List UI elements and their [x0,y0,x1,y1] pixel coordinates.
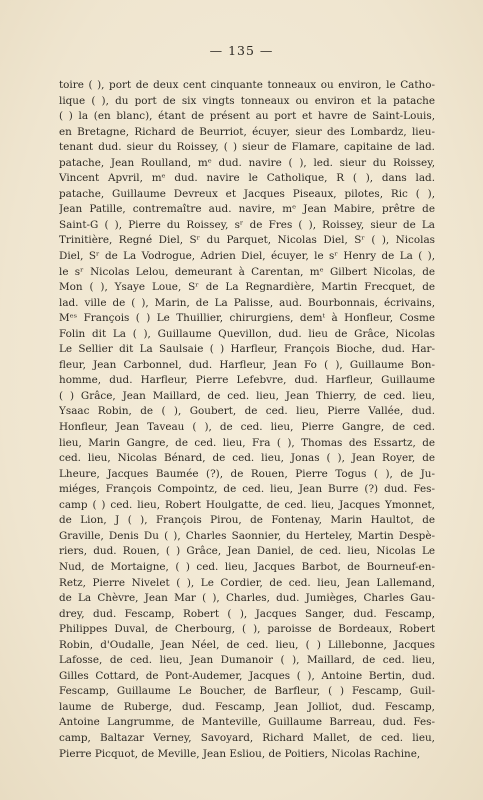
text-line: Retz, Pierre Nivelet ( ), Le Cordier, de ced. lieu, Jean Lallemand, [59,576,435,589]
text-line: Ysaac Robin, de ( ), Goubert, de ced. lieu, Pierre Vallée, dud. [59,405,435,418]
text-line: miéges, François Compointz, de ced. lieu, Jean Burre (?) dud. Fes- [59,483,435,496]
text-line: patache, Guillaume Devreux et Jacques Piseaux, pilotes, Ric ( ), [59,187,435,200]
text-line: laume de Ruberge, dud. Fescamp, Jean Jolliot, dud. Fescamp, [59,700,435,713]
text-line: le sʳ Nicolas Lelou, demeurant à Carentan, mᵉ Gilbert Nicolas, de [59,265,435,278]
text-line: homme, dud. Harfleur, Pierre Lefebvre, dud. Harfleur, Guillaume [59,374,435,387]
text-line: lad. ville de ( ), Marin, de La Palisse, aud. Bourbonnais, écrivains, [59,296,435,309]
text-line: Jean Patille, contremaître aud. navire, mᵉ Jean Mabire, prêtre de [59,203,435,216]
text-line: Lafosse, de ced. lieu, Jean Dumanoir ( ), Maillard, de ced. lieu, [59,654,435,667]
text-line: Vincent Apvril, mᵉ dud. navire le Catholique, R ( ), dans lad. [59,172,435,185]
text-line: ced. lieu, Nicolas Bénard, de ced. lieu, Jonas ( ), Jean Royer, de [59,452,435,465]
text-line: Folin dit La ( ), Guillaume Quevillon, dud. lieu de Grâce, Nicolas [59,327,435,340]
text-line: toire ( ), port de deux cent cinquante tonneaux ou environ, le Catho- [59,79,435,91]
text-line: de Lion, J ( ), François Pirou, de Fontenay, Marin Haultot, de [59,514,435,527]
text-line: patache, Jean Roulland, mᵉ dud. navire ( ), led. sieur du Roissey, [59,156,435,169]
text-line: riers, dud. Rouen, ( ) Grâce, Jean Daniel, de ced. lieu, Nicolas Le [59,545,435,558]
text-line: Pierre Picquot, de Meville, Jean Esliou, de Poitiers, Nicolas Rachine, [59,747,421,760]
text-line: Lheure, Jacques Baumée (?), de Rouen, Pierre Togus ( ), de Ju- [59,467,435,480]
text-line: Saint-G ( ), Pierre du Roissey, sʳ de Fres ( ), Roissey, sieur de La [59,218,435,231]
text-line: Philippes Duval, de Cherbourg, ( ), paroisse de Bordeaux, Robert [59,623,435,636]
text-line: Nud, de Mortaigne, ( ) ced. lieu, Jacques Barbot, de Bourneuf-en- [59,560,435,573]
page-number: — 135 — [209,43,274,58]
body-text [59,78,435,762]
text-line: camp, Baltazar Verney, Savoyard, Richard Mallet, de ced. lieu, [59,731,435,744]
text-line: camp ( ) ced. lieu, Robert Houlgatte, de ced. lieu, Jacques Ymonnet, [59,498,435,511]
text-line: tenant dud. sieur du Roissey, ( ) sieur de Flamare, capitaine de lad. [59,141,435,154]
text-line: Honfleur, Jean Taveau ( ), de ced. lieu, Pierre Gangre, de ced. [59,421,435,434]
text-line: Graville, Denis Du ( ), Charles Saonnier, du Herteley, Martin Despè- [59,529,435,542]
text-line: Le Sellier dit La Saulsaie ( ) Harfleur, François Bioche, dud. Har- [59,343,435,356]
text-line: drey, dud. Fescamp, Robert ( ), Jacques Sanger, dud. Fescamp, [59,607,435,620]
text-line: Robin, d'Oudalle, Jean Néel, de ced. lieu, ( ) Lillebonne, Jacques [59,638,435,651]
text-line: ( ) la (en blanc), étant de présent au port et havre de Saint-Louis, [59,110,435,123]
text-line: Diel, Sʳ de La Vodrogue, Adrien Diel, écuyer, le sʳ Henry de La ( ), [59,250,435,263]
text-line: Trinitière, Regné Diel, Sʳ du Parquet, Nicolas Diel, Sʳ ( ), Nicolas [59,234,435,247]
text-line: Mon ( ), Ysaye Loue, Sʳ de La Regnardière, Martin Frecquet, de [59,281,435,294]
text-line: en Bretagne, Richard de Beurriot, écuyer, sieur des Lombardz, lieu- [59,125,435,138]
text-line: lieu, Marin Gangre, de ced. lieu, Fra ( ), Thomas des Essartz, de [59,436,435,449]
text-line: Gilles Cottard, de Pont-Audemer, Jacques ( ), Antoine Bertin, dud. [59,669,435,682]
text-line: Fescamp, Guillaume Le Boucher, de Barfleur, ( ) Fescamp, Guil- [59,685,435,698]
text-line: lique ( ), du port de six vingts tonneaux ou environ et la patache [59,94,435,107]
text-line: ( ) Grâce, Jean Maillard, de ced. lieu, Jean Thierry, de ced. lieu, [59,389,435,402]
text-line: fleur, Jean Carbonnel, dud. Harfleur, Jean Fo ( ), Guillaume Bon- [59,358,435,371]
text-line: Mᵉˢ François ( ) Le Thuillier, chirurgiens, demᵗ à Honfleur, Cosme [59,312,435,325]
text-line: Antoine Langrumme, de Manteville, Guillaume Barreau, dud. Fes- [59,716,435,729]
text-line: de La Chèvre, Jean Mar ( ), Charles, dud. Jumièges, Charles Gau- [59,592,435,605]
